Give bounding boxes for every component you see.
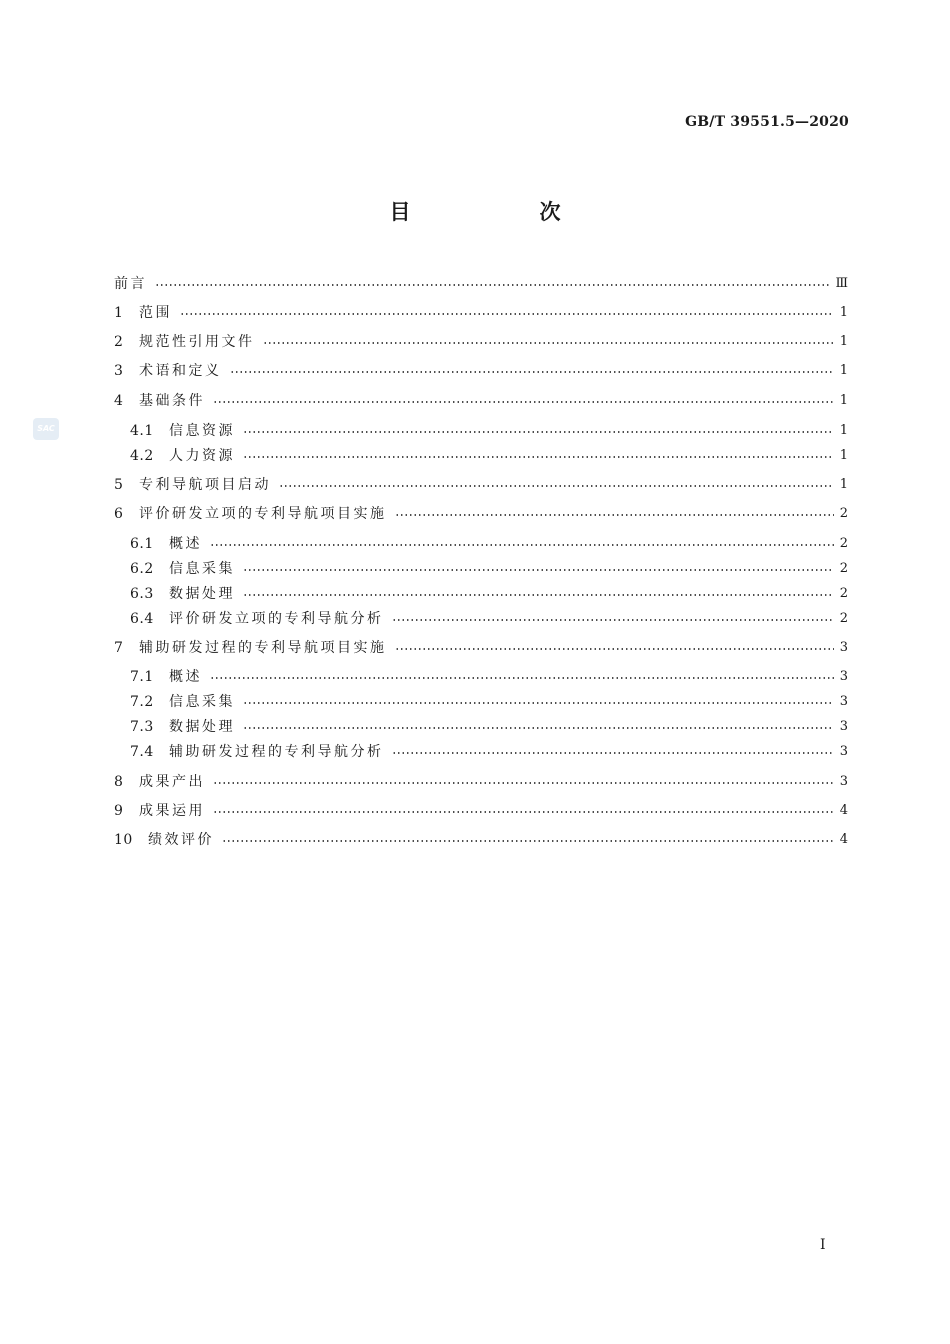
toc-entry-number: 1 xyxy=(114,305,124,321)
dot-leader xyxy=(213,401,834,403)
dot-leader xyxy=(222,840,834,842)
toc-entry-number: 2 xyxy=(114,334,124,350)
toc-entry-number: 6 xyxy=(114,506,124,522)
toc-entry-label: 概述 xyxy=(169,669,202,685)
toc-entry-label: 数据处理 xyxy=(169,719,235,735)
toc-entry-number: 6.1 xyxy=(130,536,154,552)
toc-entry[interactable] xyxy=(130,692,848,712)
toc-entry-number: 6.4 xyxy=(130,611,154,627)
toc-entry[interactable] xyxy=(130,742,848,762)
toc-entry[interactable] xyxy=(114,638,848,658)
toc-entry-page: 2 xyxy=(839,611,848,626)
toc-entry-page: 2 xyxy=(839,561,848,576)
toc-entry[interactable] xyxy=(114,801,848,821)
dot-leader xyxy=(243,594,834,596)
dot-leader xyxy=(279,485,834,487)
toc-entry[interactable] xyxy=(114,391,848,411)
toc-entry-page: 3 xyxy=(839,719,848,734)
toc-entry-page: 1 xyxy=(839,305,848,320)
toc-entry-label: 评价研发立项的专利导航分析 xyxy=(169,611,384,627)
toc-entry-number: 5 xyxy=(114,477,124,493)
toc-entry-label: 成果运用 xyxy=(139,803,205,819)
dot-leader xyxy=(395,514,834,516)
toc-entry[interactable] xyxy=(130,421,848,441)
toc-entry-label: 专利导航项目启动 xyxy=(139,477,271,493)
toc-entry-number: 4.1 xyxy=(130,423,154,439)
toc-entry-label: 数据处理 xyxy=(169,586,235,602)
toc-entry-number: 10 xyxy=(114,832,133,848)
toc-entry-page: 4 xyxy=(839,803,848,818)
page-title: 目 次 xyxy=(389,200,615,224)
toc-entry[interactable] xyxy=(130,534,848,554)
toc-entry-label: 绩效评价 xyxy=(148,832,214,848)
toc-entry-label: 前言 xyxy=(114,276,147,292)
toc-entry-label: 术语和定义 xyxy=(139,363,222,379)
toc-entry[interactable] xyxy=(130,609,848,629)
toc-entry-label: 信息资源 xyxy=(169,423,235,439)
dot-leader xyxy=(155,284,829,286)
dot-leader xyxy=(180,313,834,315)
toc-entry-number: 4 xyxy=(114,393,124,409)
toc-entry-page: 2 xyxy=(839,506,848,521)
toc-entry-page: 2 xyxy=(839,536,848,551)
toc-entry-label: 辅助研发过程的专利导航项目实施 xyxy=(139,640,387,656)
dot-leader xyxy=(395,648,834,650)
dot-leader xyxy=(392,619,834,621)
toc-entry-label: 信息采集 xyxy=(169,694,235,710)
toc-entry-page: 3 xyxy=(839,640,848,655)
toc-entry[interactable] xyxy=(114,504,848,524)
toc-entry-label: 信息采集 xyxy=(169,561,235,577)
toc-entry[interactable] xyxy=(130,559,848,579)
toc-entry-number: 7.4 xyxy=(130,744,154,760)
toc-entry[interactable] xyxy=(114,274,848,294)
dot-leader xyxy=(392,752,834,754)
toc-entry-number: 9 xyxy=(114,803,124,819)
toc-entry-number: 3 xyxy=(114,363,124,379)
toc-entry-label: 辅助研发过程的专利导航分析 xyxy=(169,744,384,760)
toc-entry-number: 4.2 xyxy=(130,448,154,464)
toc-entry-number: 6.2 xyxy=(130,561,154,577)
dot-leader xyxy=(230,371,834,373)
toc-entry-page: 2 xyxy=(839,586,848,601)
toc-entry-label: 人力资源 xyxy=(169,448,235,464)
toc-entry-label: 规范性引用文件 xyxy=(139,334,255,350)
toc-entry-page: 1 xyxy=(839,477,848,492)
toc-entry[interactable] xyxy=(130,446,848,466)
toc-entry-label: 概述 xyxy=(169,536,202,552)
toc-entry-page: 3 xyxy=(839,694,848,709)
dot-leader xyxy=(243,431,834,433)
toc-entry-number: 6.3 xyxy=(130,586,154,602)
toc-entry[interactable] xyxy=(114,303,848,323)
standard-code: GB/T 39551.5—2020 xyxy=(685,114,849,130)
toc-entry-number: 7.1 xyxy=(130,669,154,685)
toc-entry[interactable] xyxy=(130,667,848,687)
toc-entry-page: 3 xyxy=(839,669,848,684)
toc-entry-page: 1 xyxy=(839,423,848,438)
toc-entry[interactable] xyxy=(114,332,848,352)
dot-leader xyxy=(243,569,834,571)
dot-leader xyxy=(263,342,834,344)
toc-entry-number: 7.3 xyxy=(130,719,154,735)
toc-entry-number: 7 xyxy=(114,640,124,656)
sac-watermark-logo: SAC xyxy=(33,418,59,440)
toc-entry-label: 基础条件 xyxy=(139,393,205,409)
page-number: Ⅰ xyxy=(820,1237,826,1253)
toc-entry[interactable] xyxy=(114,475,848,495)
dot-leader xyxy=(213,782,834,784)
toc-entry-page: Ⅲ xyxy=(835,276,848,291)
toc-entry-page: 4 xyxy=(839,832,848,847)
toc-entry-page: 1 xyxy=(839,448,848,463)
toc-entry-label: 成果产出 xyxy=(139,774,205,790)
toc-entry-page: 1 xyxy=(839,334,848,349)
toc-entry-label: 评价研发立项的专利导航项目实施 xyxy=(139,506,387,522)
toc-entry-page: 1 xyxy=(839,393,848,408)
dot-leader xyxy=(243,702,834,704)
toc-entry-label: 范围 xyxy=(139,305,172,321)
dot-leader xyxy=(210,544,834,546)
toc-entry-page: 1 xyxy=(839,363,848,378)
dot-leader xyxy=(243,727,834,729)
dot-leader xyxy=(243,456,834,458)
toc-entry-page: 3 xyxy=(839,744,848,759)
toc-entry-number: 7.2 xyxy=(130,694,154,710)
toc-entry[interactable] xyxy=(130,584,848,604)
dot-leader xyxy=(210,677,834,679)
toc-entry[interactable] xyxy=(114,830,848,850)
dot-leader xyxy=(213,811,834,813)
toc-entry[interactable] xyxy=(130,717,848,737)
toc-entry-number: 8 xyxy=(114,774,124,790)
toc-entry-page: 3 xyxy=(839,774,848,789)
toc-entry[interactable] xyxy=(114,361,848,381)
toc-entry[interactable] xyxy=(114,772,848,792)
